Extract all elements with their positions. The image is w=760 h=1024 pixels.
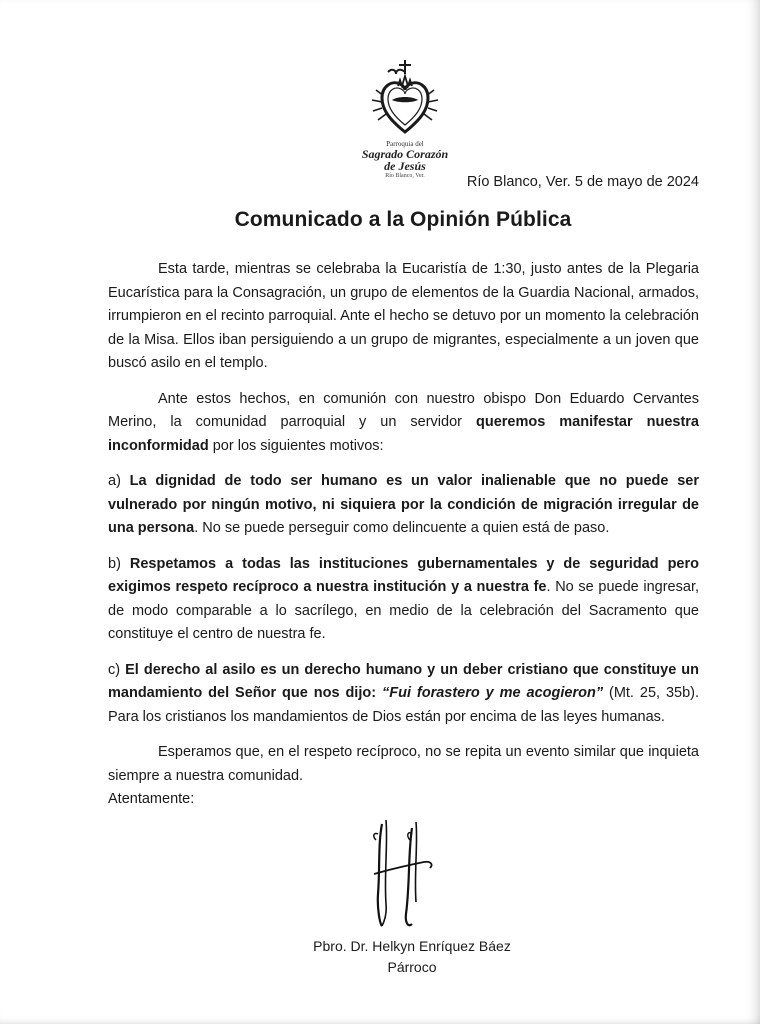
paragraph-intro: Esta tarde, mientras se celebraba la Eucaristía de 1:30, justo antes de la Plegaria Eucarística para la Consagración, un grupo de elementos de la Guardia Nacional, armados, irrumpieron en el recinto parroquial. Ante el hecho se detuvo por un momento la celebración de la Misa. Ellos iban persiguiendo a un grupo de migrantes, especialmente a un joven que buscó asilo en el templo. <box>108 261 699 371</box>
logo-line-name-1: Sagrado Corazón <box>361 147 449 161</box>
statement-text-a: Ante estos hechos, en comunión con nuestro obispo Don Eduardo Cervantes Merino, la comunidad parroquial y un servidor <box>108 390 699 430</box>
document-body <box>108 258 699 800</box>
logo-line-parroquia: Parroquia del <box>386 140 424 148</box>
document-date: Río Blanco, Ver. 5 de mayo de 2024 <box>466 174 699 190</box>
reason-b <box>108 553 699 647</box>
reason-c-rest: (Mt. 25, 35b). Para los cristianos los mandamientos de Dios están por encima de las leyes humanas. <box>108 685 700 725</box>
statement-text-b: por los siguientes motivos: <box>208 437 384 454</box>
paragraph-statement <box>108 388 699 459</box>
signer-name: Pbro. Dr. Helkyn Enríquez Báez <box>313 938 511 954</box>
sacred-heart-icon <box>370 56 440 138</box>
handwritten-signature <box>368 814 448 939</box>
reason-a-rest: . No se puede perseguir como delincuente a quien está de paso. <box>194 520 610 536</box>
reason-b-rest: . No se puede ingresar, de modo comparable a lo sacrílego, en medio de la celebración del Sacramento que constituye el centro de nuestra fe. <box>108 579 699 642</box>
reason-c-bold: El derecho al asilo es un derecho humano y un deber cristiano que constituye un mandamiento del Señor que nos dijo: <box>108 661 699 701</box>
reason-a-label: a) <box>108 473 130 489</box>
reason-c <box>108 659 699 730</box>
reason-a <box>108 470 699 541</box>
parish-logo <box>355 56 455 179</box>
reason-b-label: b) <box>108 555 130 572</box>
reason-a-bold: La dignidad de todo ser humano es un valor inalienable que no puede ser vulnerado por ningún motivo, ni siquiera por la condición de migración irregular de una persona <box>108 473 699 536</box>
logo-line-location: Río Blanco, Ver. <box>385 173 425 179</box>
signer-block <box>300 936 524 978</box>
reason-b-bold: Respetamos a todas las instituciones gubernamentales y de seguridad pero exigimos respeto recíproco a nuestra institución y a nuestra fe <box>108 555 699 595</box>
paragraph-hope: Esperamos que, en el respeto recíproco, no se repita un evento similar que inquieta siempre a nuestra comunidad. <box>108 744 699 784</box>
logo-line-name-2: de Jesús <box>384 159 426 173</box>
closing-salutation: Atentamente: <box>108 791 195 807</box>
statement-text-bold: queremos manifestar nuestra inconformidad <box>108 414 699 454</box>
signer-role: Párroco <box>387 959 437 975</box>
reason-c-quote: “Fui forastero y me acogieron” <box>381 685 604 701</box>
reason-c-label: c) <box>108 661 126 678</box>
document-title: Comunicado a la Opinión Pública <box>234 208 572 231</box>
